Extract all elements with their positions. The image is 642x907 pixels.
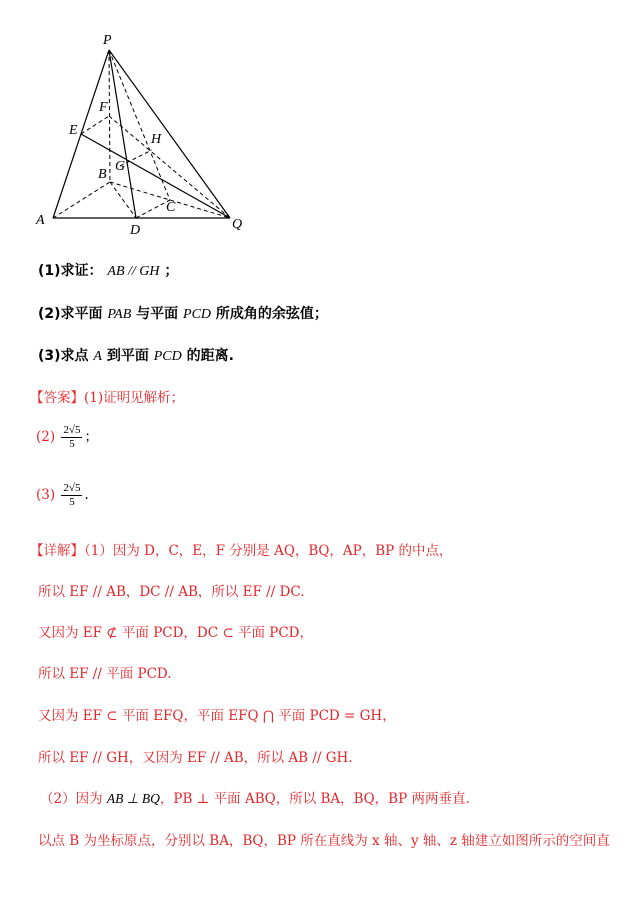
question-2: (2)求平面 PAB 与平面 PCD 所成角的余弦值； bbox=[38, 306, 328, 322]
edge-PQ bbox=[109, 50, 230, 218]
label-H: H bbox=[151, 132, 162, 147]
label-B: B bbox=[98, 167, 107, 182]
answer-3: (3) $\frac{2√5}{5}$ . bbox=[36, 482, 89, 508]
edge-PD bbox=[109, 50, 136, 218]
label-P: P bbox=[103, 33, 112, 48]
question-1: (1)求证： AB // GH ； bbox=[38, 263, 179, 279]
detail-line-2: 所以 EF // AB，DC // AB，所以 EF // DC. bbox=[38, 584, 305, 600]
label-Q: Q bbox=[232, 217, 243, 232]
question-3: (3)求点 A 到平面 PCD 的距离. bbox=[38, 348, 234, 364]
detail-line-4: 所以 EF // 平面 PCD. bbox=[38, 666, 172, 682]
detail-line-8: 以点 B 为坐标原点，分别以 BA，BQ，BP 所在直线为 x 轴、y 轴、z 轴建立如图所示的空间直 bbox=[38, 833, 610, 849]
edge-PC bbox=[109, 50, 170, 200]
label-G: G bbox=[115, 159, 126, 174]
answer-3-fraction: $\frac{2√5}{5}$ bbox=[63, 482, 81, 508]
detail-line-6: 所以 EF // GH，又因为 EF // AB，所以 AB // GH. bbox=[38, 750, 353, 766]
detail-line-1: 【详解】（1）因为 D，C，E，F 分别是 AQ，BQ，AP，BP 的中点， bbox=[30, 543, 453, 559]
answer-2-fraction: $\frac{2√5}{5}$ bbox=[63, 424, 81, 450]
detail-line-7: （2）因为 AB ⊥ BQ，PB ⊥ 平面 ABQ，所以 BA，BQ，BP 两两垂直. bbox=[40, 791, 470, 807]
edge-DC bbox=[136, 200, 170, 218]
label-E: E bbox=[69, 123, 78, 138]
label-A: A bbox=[36, 213, 45, 228]
edge-BD bbox=[110, 182, 136, 218]
answer-2: (2) $\frac{2√5}{5}$ ； bbox=[36, 424, 98, 450]
edge-EF bbox=[81, 116, 109, 134]
label-C: C bbox=[166, 200, 176, 215]
detail-line-5: 又因为 EF ⊂ 平面 EFQ，平面 EFQ ⋂ 平面 PCD = GH， bbox=[38, 708, 396, 724]
detail-line-3: 又因为 EF ⊄ 平面 PCD，DC ⊂ 平面 PCD， bbox=[38, 625, 314, 641]
answer-1: 【答案】(1)证明见解析； bbox=[30, 390, 185, 406]
label-D: D bbox=[130, 223, 141, 238]
geometry-figure bbox=[20, 20, 260, 240]
pyramid-diagram bbox=[20, 20, 260, 240]
label-F: F bbox=[99, 100, 108, 115]
edge-AB bbox=[53, 182, 110, 218]
